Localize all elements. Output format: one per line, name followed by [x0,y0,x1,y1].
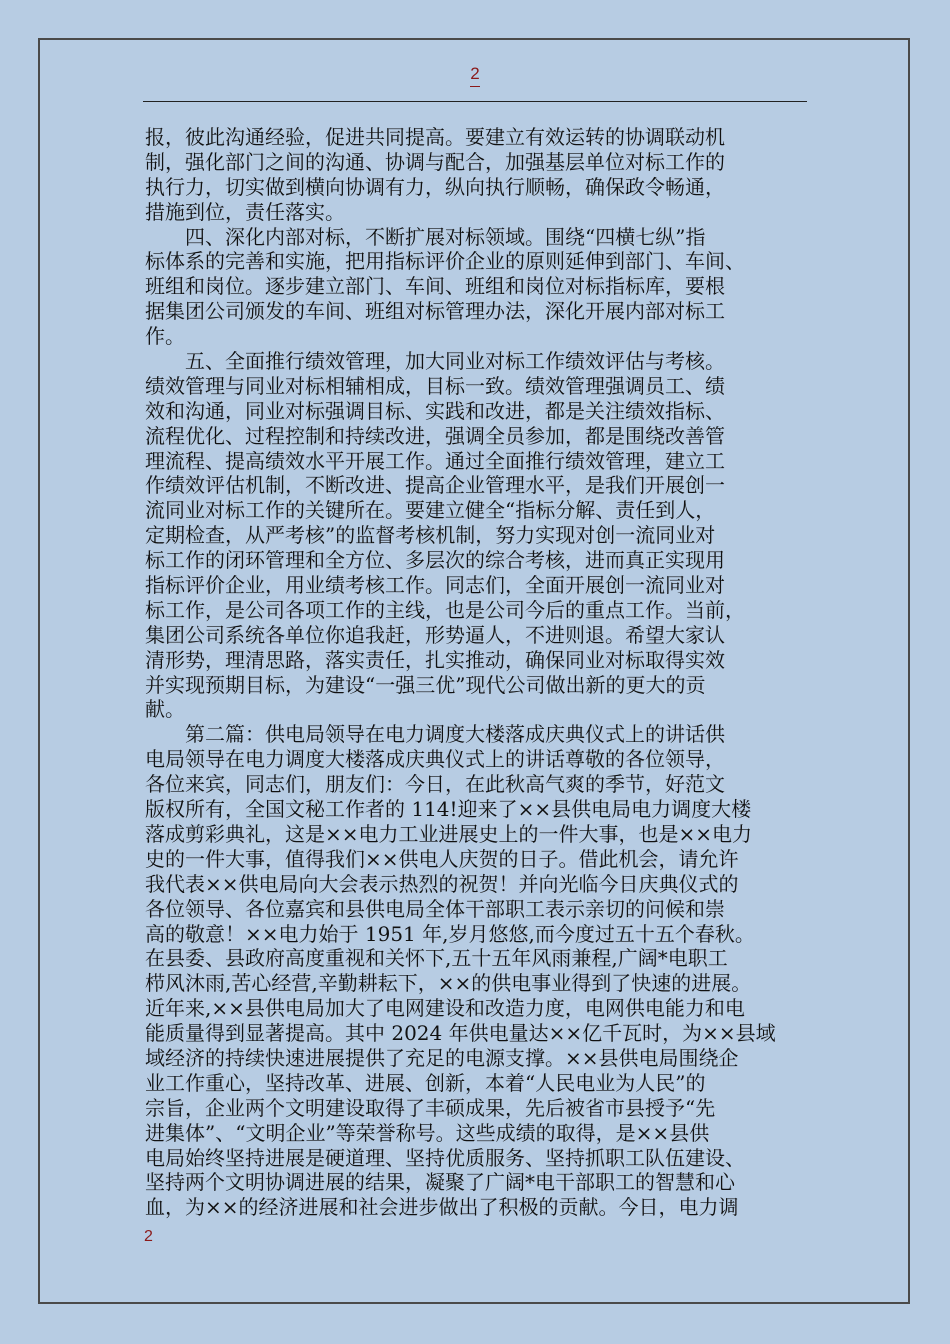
body-line: 作绩效评估机制，不断改进、提高企业管理水平，是我们开展创一 [145,473,725,498]
body-line: 各位领导、各位嘉宾和县供电局全体干部职工表示亲切的问候和崇 [145,896,725,921]
body-line: 近年来,××县供电局加大了电网建设和改造力度，电网供电能力和电 [145,996,745,1021]
body-line: 班组和岗位。逐步建立部门、车间、班组和岗位对标指标库，要根 [145,274,725,299]
header-page-number: 2 [470,64,480,83]
body-line: 定期检查，从严考核”的监督考核机制，努力实现对创一流同业对 [145,523,716,548]
body-line: 第二篇：供电局领导在电力调度大楼落成庆典仪式上的讲话供 [145,722,725,747]
body-line: 制，强化部门之间的沟通、协调与配合，加强基层单位对标工作的 [145,149,725,174]
body-line: 电局领导在电力调度大楼落成庆典仪式上的讲话尊敬的各位领导， [145,747,725,772]
body-line: 作。 [145,324,185,349]
document-body [145,125,820,1220]
body-line: 版权所有，全国文秘工作者的 114!迎来了××县供电局电力调度大楼 [145,797,752,822]
body-line: 指标评价企业，用业绩考核工作。同志们，全面开展创一流同业对 [145,573,725,598]
body-line: 措施到位，责任落实。 [145,199,345,224]
body-line: 集团公司系统各单位你追我赶，形势逼人，不进则退。希望大家认 [145,622,725,647]
body-line: 进集体”、“文明企业”等荣誉称号。这些成绩的取得，是××县供 [145,1120,710,1145]
body-line: 高的敬意！××电力始于 1951 年,岁月悠悠,而今度过五十五个春秋。 [145,921,755,946]
body-line: 坚持两个文明协调进展的结果，凝聚了广阔*电干部职工的智慧和心 [145,1170,735,1195]
body-line: 血，为××的经济进展和社会进步做出了积极的贡献。今日，电力调 [145,1195,739,1220]
body-line: 能质量得到显著提高。其中 2024 年供电量达××亿千瓦时，为××县域 [145,1021,776,1046]
body-line: 报，彼此沟通经验，促进共同提高。要建立有效运转的协调联动机 [145,125,725,149]
body-line: 流同业对标工作的关键所在。要建立健全“指标分解、责任到人， [145,498,716,523]
footer-page-number: 2 [144,1228,153,1245]
body-line: 据集团公司颁发的车间、班组对标管理办法，深化开展内部对标工 [145,299,725,324]
body-line: 我代表××供电局向大会表示热烈的祝贺！并向光临今日庆典仪式的 [145,871,739,896]
body-line: 献。 [145,697,185,722]
body-line: 理流程、提高绩效水平开展工作。通过全面推行绩效管理，建立工 [145,448,725,473]
body-line: 五、全面推行绩效管理，加大同业对标工作绩效评估与考核。 [145,349,725,374]
body-line: 效和沟通，同业对标强调目标、实践和改进，都是关注绩效指标、 [145,398,725,423]
header-rule [143,101,807,102]
body-line: 标体系的完善和实施，把用指标评价企业的原则延伸到部门、车间、 [145,249,745,274]
body-line: 各位来宾，同志们，朋友们：今日，在此秋高气爽的季节，好范文 [145,772,725,797]
body-line: 在县委、县政府高度重视和关怀下,五十五年风雨兼程,广阔*电职工 [145,946,728,971]
body-line: 史的一件大事，值得我们××供电人庆贺的日子。借此机会，请允许 [145,846,739,871]
body-line: 流程优化、过程控制和持续改进，强调全员参加，都是围绕改善管 [145,423,725,448]
body-line: 清形势，理清思路，落实责任，扎实推动，确保同业对标取得实效 [145,647,725,672]
body-line: 执行力，切实做到横向协调有力，纵向执行顺畅，确保政令畅通， [145,174,725,199]
body-line: 绩效管理与同业对标相辅相成，目标一致。绩效管理强调员工、绩 [145,373,725,398]
body-line: 标工作的闭环管理和全方位、多层次的综合考核，进而真正实现用 [145,548,725,573]
body-line: 并实现预期目标，为建设“一强三优”现代公司做出新的更大的贡 [145,672,706,697]
body-line: 栉风沐雨,苦心经营,辛勤耕耘下，××的供电事业得到了快速的进展。 [145,971,752,996]
header-page-number-underline [470,86,480,87]
body-line: 业工作重心，坚持改革、进展、创新，本着“人民电业为人民”的 [145,1070,706,1095]
body-line: 电局始终坚持进展是硬道理、坚持优质服务、坚持抓职工队伍建设、 [145,1145,745,1170]
body-line: 标工作，是公司各项工作的主线，也是公司今后的重点工作。当前， [145,597,745,622]
body-line: 四、深化内部对标，不断扩展对标领域。围绕“四横七纵”指 [145,224,706,249]
body-line: 宗旨，企业两个文明建设取得了丰硕成果，先后被省市县授予“先 [145,1095,716,1120]
body-line: 落成剪彩典礼，这是××电力工业进展史上的一件大事，也是××电力 [145,821,753,846]
body-line: 域经济的持续快速进展提供了充足的电源支撑。××县供电局围绕企 [145,1045,739,1070]
